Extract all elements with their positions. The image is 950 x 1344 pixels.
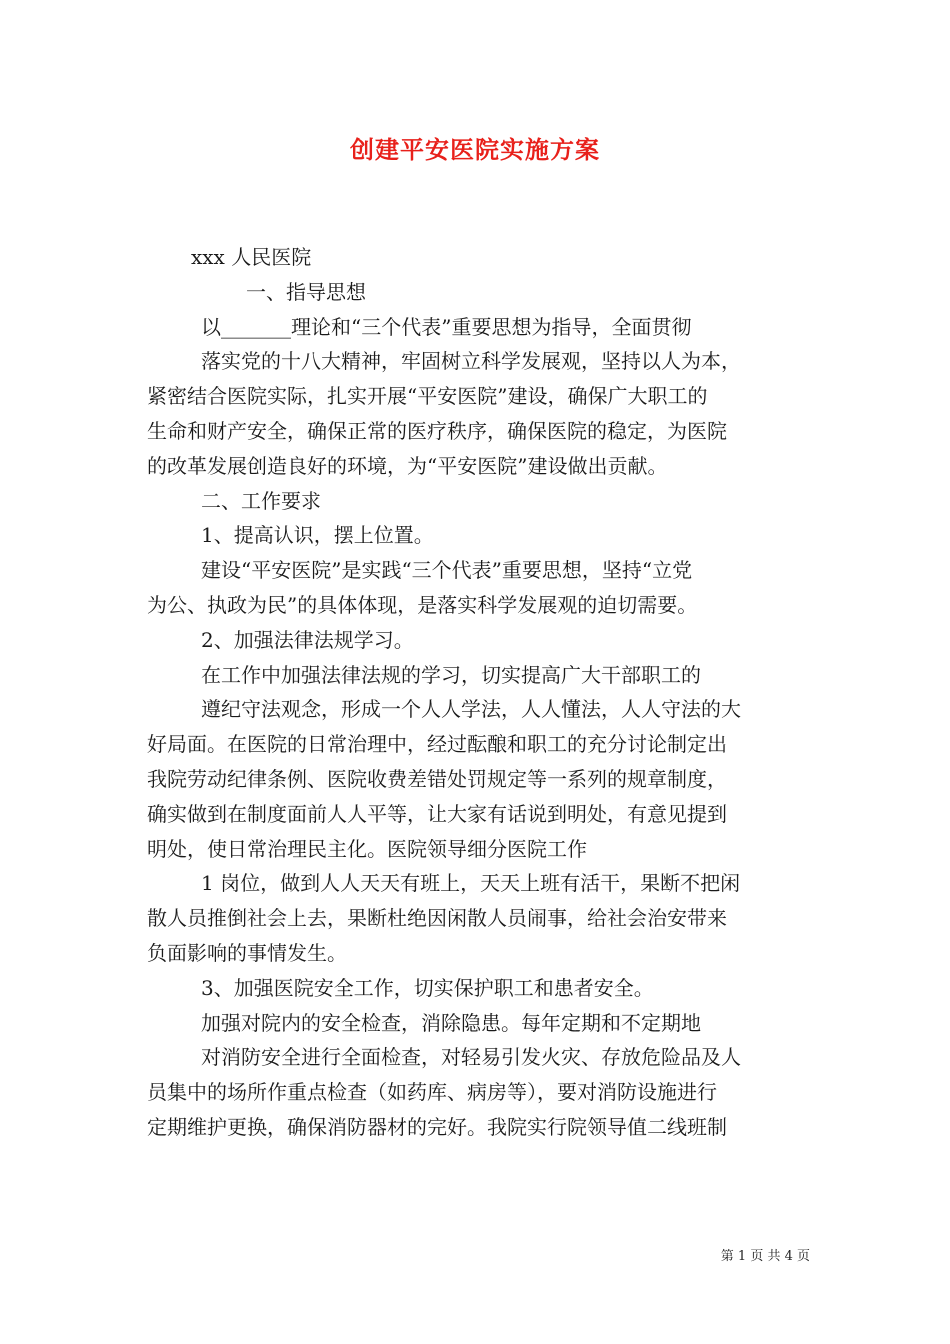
document-body <box>147 240 809 1145</box>
paragraph-line: 在工作中加强法律法规的学习，切实提高广大干部职工的 <box>201 662 701 687</box>
paragraph-line: 我院劳动纪律条例、医院收费差错处罚规定等一系列的规章制度， <box>147 766 727 791</box>
subheading-line: 3、加强医院安全工作，切实保护职工和患者安全。 <box>201 975 654 1000</box>
paragraph-line: 对消防安全进行全面检查，对轻易引发火灾、存放危险品及人 <box>201 1045 741 1070</box>
paragraph-line: 建设“平安医院”是实践“三个代表”重要思想，坚持“立党 <box>201 558 693 583</box>
paragraph-line: 散人员推倒社会上去，果断杜绝因闲散人员闹事，给社会治安带来 <box>147 906 727 931</box>
document-title: 创建平安医院实施方案 <box>350 135 600 164</box>
section-heading-work-requirements: 二、工作要求 <box>201 488 321 513</box>
paragraph-line: 以_______理论和“三个代表”重要思想为指导，全面贯彻 <box>201 314 692 339</box>
paragraph-line: 明处，使日常治理民主化。医院领导细分医院工作 <box>147 836 587 861</box>
section-heading-guiding-thought: 一、指导思想 <box>246 279 366 304</box>
paragraph-line: 好局面。在医院的日常治理中，经过酝酿和职工的充分讨论制定出 <box>147 732 727 757</box>
paragraph-line: 的改革发展创造良好的环境，为“平安医院”建设做出贡献。 <box>147 453 668 478</box>
paragraph-line: 紧密结合医院实际，扎实开展“平安医院”建设，确保广大职工的 <box>147 384 708 409</box>
subheading-line: 2、加强法律法规学习。 <box>201 627 414 652</box>
subheading-line: 1、提高认识，摆上位置。 <box>201 523 434 548</box>
page-number-footer: 第 1 页 共 4 页 <box>720 1249 810 1264</box>
paragraph-line: 为公、执政为民”的具体体现，是落实科学发展观的迫切需要。 <box>147 592 698 617</box>
paragraph-line: 生命和财产安全，确保正常的医疗秩序，确保医院的稳定，为医院 <box>147 418 727 443</box>
paragraph-line: 遵纪守法观念，形成一个人人学法，人人懂法，人人守法的大 <box>201 697 741 722</box>
paragraph-line: 定期维护更换，确保消防器材的完好。我院实行院领导值二线班制 <box>147 1114 727 1139</box>
paragraph-line: 员集中的场所作重点检查（如药库、病房等），要对消防设施进行 <box>147 1080 717 1105</box>
paragraph-line: 落实党的十八大精神，牢固树立科学发展观，坚持以人为本， <box>201 349 741 374</box>
paragraph-line: 确实做到在制度面前人人平等，让大家有话说到明处，有意见提到 <box>147 801 727 826</box>
paragraph-line: 1 岗位，做到人人天天有班上，天天上班有活干，果断不把闲 <box>201 871 741 896</box>
paragraph-line: 加强对院内的安全检查，消除隐患。每年定期和不定期地 <box>201 1010 701 1035</box>
hospital-name-line: xxx 人民医院 <box>191 245 312 269</box>
paragraph-line: 负面影响的事情发生。 <box>147 940 347 965</box>
